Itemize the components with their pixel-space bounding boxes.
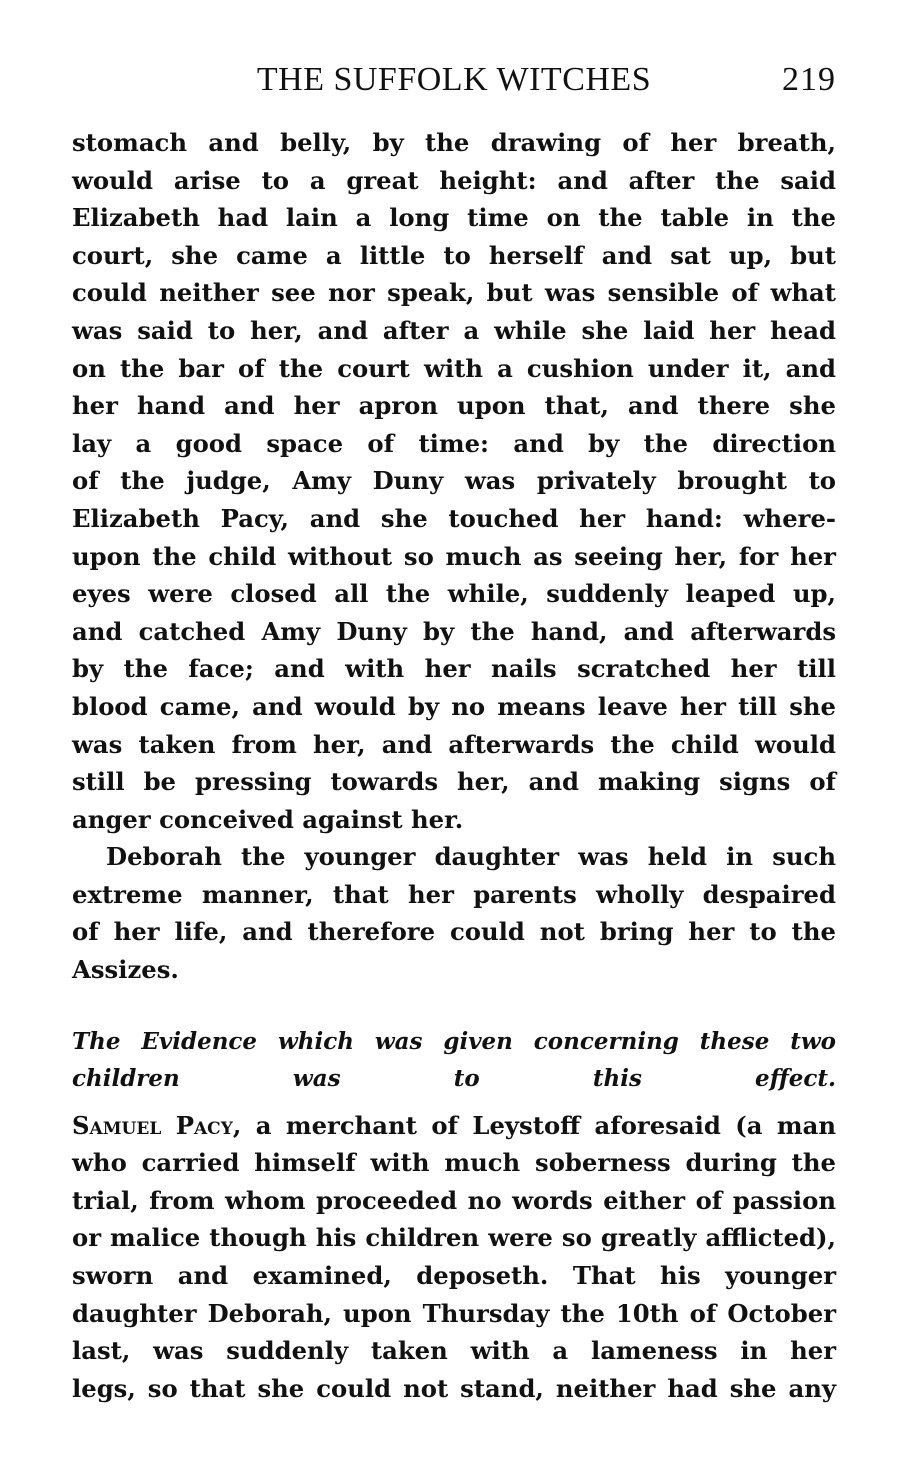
text-line: by the face; and with her nails scratched her till (72, 654, 836, 684)
text-line: who carried himself with much soberness during the (72, 1148, 836, 1178)
text-line-rest: , a merchant of Leystoff aforesaid (a man (232, 1110, 836, 1140)
text-line: could neither see nor speak, but was sensible of what (72, 278, 836, 308)
text-line: or malice though his children were so greatly afflicted), (72, 1223, 836, 1253)
text-line: lay a good space of time: and by the direction (72, 428, 836, 458)
text-line: daughter Deborah, upon Thursday the 10th of October (72, 1298, 836, 1328)
text-line: anger conceived against her. (72, 804, 464, 834)
text-line: legs, so that she could not stand, neither had she any (72, 1373, 836, 1403)
text-line: extreme manner, that her parents wholly despaired (72, 879, 836, 909)
text-line: was said to her, and after a while she laid her head (72, 315, 836, 345)
text-line: eyes were closed all the while, suddenly leaped up, (72, 579, 836, 609)
text-line: upon the child without so much as seeing her, for her (72, 541, 836, 571)
running-head (72, 58, 836, 102)
paragraph-1 (72, 124, 836, 838)
text-line: was taken from her, and afterwards the child would (72, 729, 836, 759)
section-heading (72, 1023, 836, 1097)
running-title: THE SUFFOLK WITCHES (256, 61, 652, 98)
section-heading-line: The Evidence which was given concerning these two (72, 1027, 836, 1055)
text-line: Elizabeth Pacy, and she touched her hand: where- (72, 503, 836, 533)
text-line: blood came, and would by no means leave her till she (72, 691, 836, 721)
text-line: would arise to a great height: and after the said (72, 165, 836, 195)
text-line: trial, from whom proceeded no words either of passion (72, 1185, 836, 1215)
text-line: Deborah the younger daughter was held in such (106, 842, 836, 872)
text-line (72, 1107, 836, 1145)
text-line: last, was suddenly taken with a lameness in her (72, 1336, 836, 1366)
text-line: sworn and examined, deposeth. That his younger (72, 1261, 836, 1291)
body-text (72, 124, 836, 1407)
page-number: 219 (782, 61, 836, 98)
text-line: Elizabeth had lain a long time on the table in the (72, 203, 836, 233)
paragraph-3 (72, 1107, 836, 1408)
book-page (72, 58, 836, 1407)
text-line: of her life, and therefore could not bring her to the (72, 917, 836, 947)
paragraph-2 (72, 838, 836, 988)
text-line: court, she came a little to herself and sat up, but (72, 240, 836, 270)
text-line: stomach and belly, by the drawing of her breath, (72, 128, 836, 157)
section-heading-line: children was to this effect. (72, 1064, 836, 1092)
text-line: still be pressing towards her, and making signs of (72, 767, 836, 797)
text-line: of the judge, Amy Duny was privately brought to (72, 466, 836, 496)
text-line: Assizes. (72, 955, 179, 985)
deponent-name: Samuel Pacy (72, 1110, 233, 1140)
text-line: and catched Amy Duny by the hand, and afterwards (72, 616, 836, 646)
text-line: her hand and her apron upon that, and there she (72, 391, 836, 421)
text-line: on the bar of the court with a cushion under it, and (72, 353, 836, 383)
